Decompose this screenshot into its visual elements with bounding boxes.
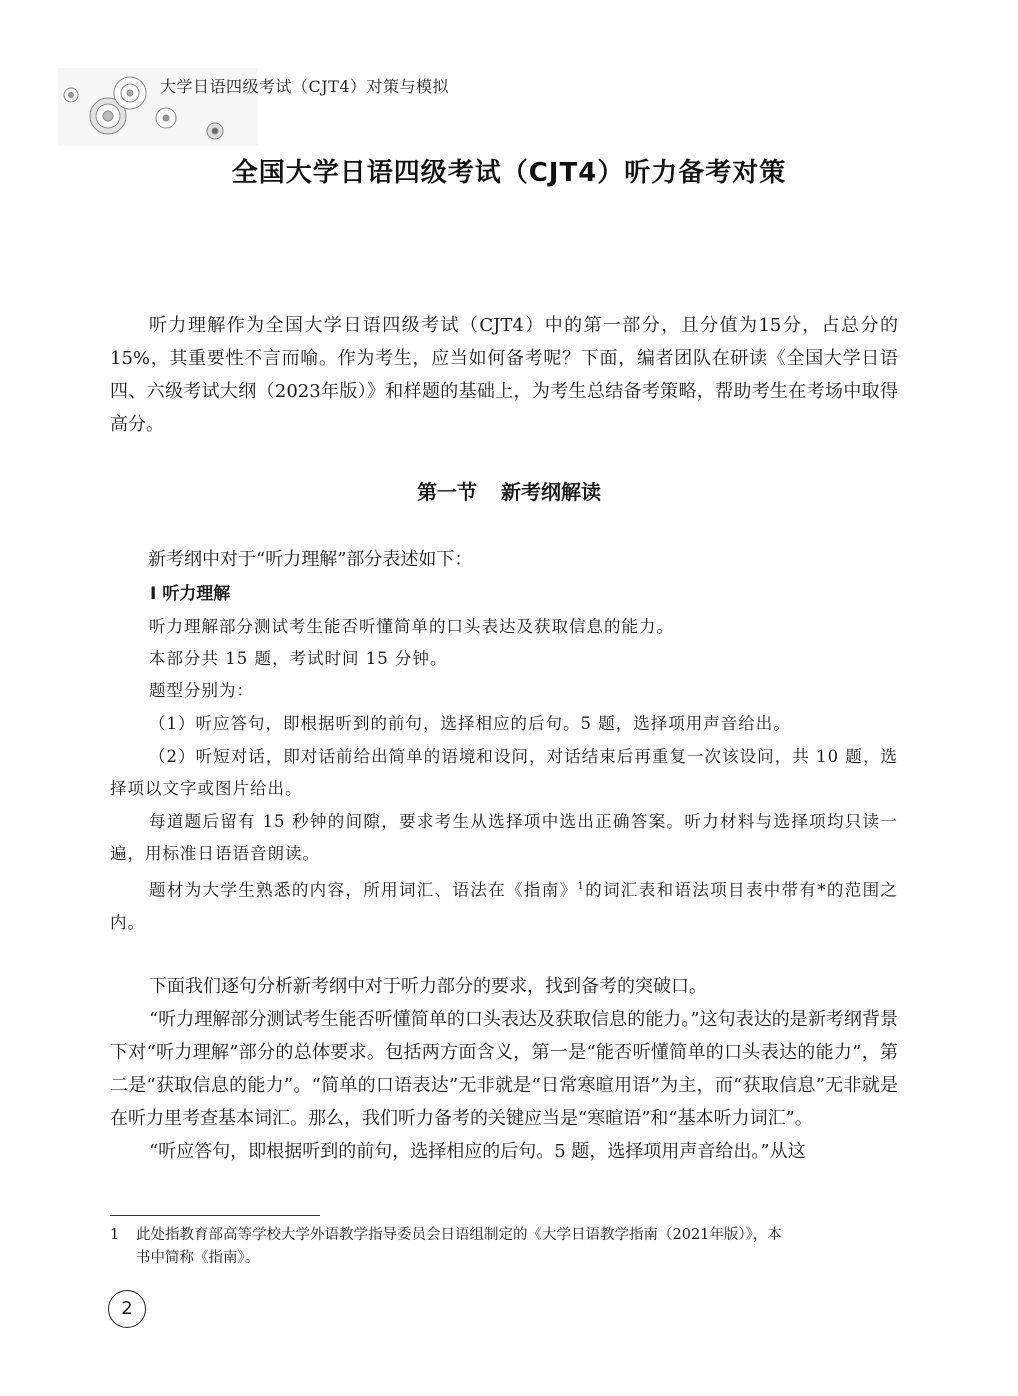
syllabus-line: 题型分别为： <box>149 681 254 700</box>
syllabus-line: 本部分共 15 题，考试时间 15 分钟。 <box>149 649 448 668</box>
footnote-rule <box>110 1215 320 1216</box>
footnote-text: 书中简称《指南》。 <box>136 1250 260 1266</box>
syllabus-line: （1）听应答句，即根据听到的前句，选择相应的后句。5 题，选择项用声音给出。 <box>149 714 791 733</box>
section-name: 新考纲解读 <box>501 480 601 504</box>
section-heading <box>0 476 1018 505</box>
footnote-number: 1 <box>110 1227 120 1243</box>
syllabus-line: （2）听短对话，即对话前给出简单的语境和设问，对话结束后再重复一次该设问，共 10 题，选择项以文字或图片给出。 <box>110 747 898 798</box>
syllabus-text: 的词汇表和语法项目表中带有*的范围之内。 <box>110 880 899 932</box>
analysis-paragraph: “听力理解部分测试考生能否听懂简单的口头表达及获取信息的能力。”这句表达的是新考纲背景下对“听力理解”部分的总体要求。包括两方面含义，第一是“能否听懂简单的口头表达的能力”，第二是“获取信息的能力”。“简单的口语表达”无非就是“日常寒暄用语”为主，而“获取信息”无非就是在听力里考查基本词汇。那么，我们听力备考的关键应当是“寒暄语”和“基本听力词汇”。 <box>110 1009 898 1129</box>
syllabus-text: 题材为大学生熟悉的内容，所用词汇、语法在《指南》 <box>149 880 578 900</box>
syllabus-heading: Ⅰ 听力理解 <box>150 584 231 604</box>
page-number: 2 <box>108 1290 146 1328</box>
page-title: 全国大学日语四级考试（CJT4）听力备考对策 <box>231 158 787 188</box>
intro-paragraph: 听力理解作为全国大学日语四级考试（CJT4）中的第一部分，且分值为15分，占总分的15%，其重要性不言而喻。作为考生，应当如何备考呢？下面，编者团队在研读《全国大学日语四、六级考试大纲（2023年版）》和样题的基础上，为考生总结备考策略，帮助考生在考场中取得高分。 <box>110 315 898 435</box>
section-number: 第一节 <box>417 480 477 504</box>
syllabus-intro: 新考纲中对于“听力理解”部分表述如下： <box>148 549 473 570</box>
footnote <box>110 1224 900 1270</box>
syllabus-line: 听力理解部分测试考生能否听懂简单的口头表达及获取信息的能力。 <box>149 617 674 636</box>
footnote-reference[interactable]: 1 <box>577 881 585 892</box>
running-head: 大学日语四级考试（CJT4）对策与模拟 <box>160 77 450 96</box>
analysis-paragraph: 下面我们逐句分析新考纲中对于听力部分的要求，找到备考的突破口。 <box>149 976 707 997</box>
analysis-paragraph: “听应答句，即根据听到的前句，选择相应的后句。5 题，选择项用声音给出。”从这 <box>149 1141 806 1162</box>
analysis-block <box>110 970 898 1168</box>
syllabus-line: 每道题后留有 15 秒钟的间隙，要求考生从选择项中选出正确答案。听力材料与选择项均只读一遍，用标准日语语音朗读。 <box>110 812 898 863</box>
footnote-text: 此处指教育部高等学校大学外语教学指导委员会日语组制定的《大学日语教学指南（2021年版）》，本 <box>136 1227 782 1243</box>
syllabus-line <box>110 871 898 939</box>
